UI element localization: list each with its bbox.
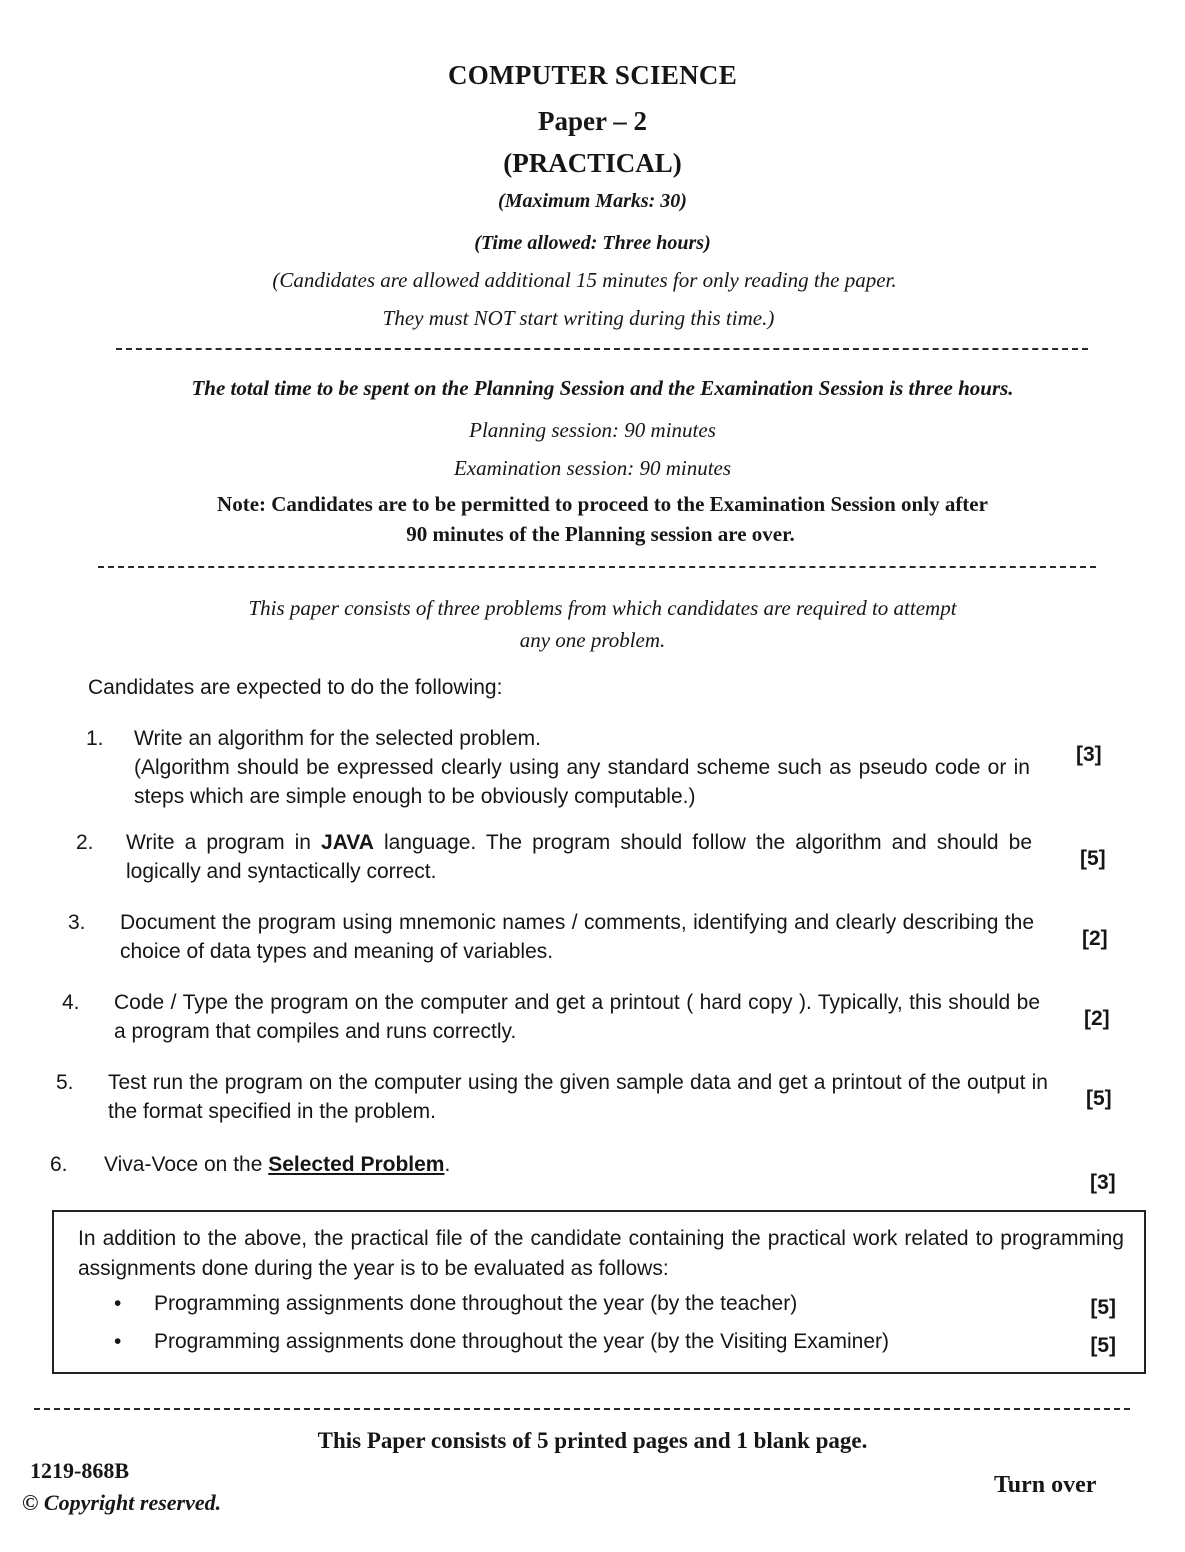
item-text-language: JAVA <box>321 831 374 854</box>
selected-problem-text: Selected Problem <box>268 1153 445 1176</box>
instructions-intro: Candidates are expected to do the following: <box>88 676 503 699</box>
practical-file-box <box>52 1210 1146 1374</box>
item-number: 6. <box>50 1153 68 1176</box>
item-text: Document the program using mnemonic names / comments, identifying and clearly describing the choice of data types and meaning of variables. <box>120 911 1034 963</box>
item-marks: [3] <box>1076 743 1102 766</box>
reading-time-note-line1: (Candidates are allowed additional 15 minutes for only reading the paper. <box>272 268 897 292</box>
item-number: 3. <box>68 911 86 934</box>
bullet-marks: [5] <box>1090 1296 1116 1319</box>
copyright-notice: © Copyright reserved. <box>22 1490 222 1515</box>
list-item <box>68 908 1118 968</box>
item-text <box>126 828 1032 886</box>
bullet-icon: • <box>114 1330 122 1353</box>
subject-title: COMPUTER SCIENCE <box>447 60 738 90</box>
bullet-text: Programming assignments done throughout the year (by the teacher) <box>154 1292 798 1315</box>
list-item <box>76 828 1116 888</box>
paper-code: 1219-868B <box>30 1458 129 1483</box>
reading-time-note-line2: They must NOT start writing during this time.) <box>382 306 775 330</box>
page-count-note: This Paper consists of 5 printed pages and 1 blank page. <box>317 1428 868 1453</box>
item-marks: [2] <box>1082 927 1108 950</box>
item-marks: [3] <box>1090 1171 1116 1194</box>
bullet-icon: • <box>114 1292 122 1315</box>
divider-middle <box>98 566 1096 568</box>
item-sub-text: (Algorithm should be expressed clearly using any standard scheme such as pseudo code or in steps which are simple enough to be obviously computable.) <box>134 756 1030 808</box>
session-note-line2: 90 minutes of the Planning session are over. <box>406 522 795 546</box>
item-number: 1. <box>86 727 104 750</box>
list-item <box>86 724 1116 814</box>
maximum-marks: (Maximum Marks: 30) <box>498 190 687 212</box>
list-item <box>50 1150 1120 1200</box>
paper-consists-line2: any one problem. <box>519 628 666 652</box>
total-time-note: The total time to be spent on the Planning Session and the Examination Session is three hours. <box>191 376 1014 400</box>
bullet-marks: [5] <box>1090 1334 1116 1357</box>
paper-type: (PRACTICAL) <box>503 148 682 178</box>
item-text: Code / Type the program on the computer and get a printout ( hard copy ). Typically, this should be a program that compiles and runs correctly. <box>114 991 1040 1043</box>
divider-bottom <box>34 1408 1130 1410</box>
item-marks: [2] <box>1084 1007 1110 1030</box>
planning-session: Planning session: 90 minutes <box>469 418 716 442</box>
item-text <box>134 724 1030 811</box>
item-text <box>104 1150 1004 1179</box>
item-text-part-a: Write a program in <box>126 831 322 854</box>
item-marks: [5] <box>1080 847 1106 870</box>
time-allowed: (Time allowed: Three hours) <box>474 232 711 254</box>
bullet-text: Programming assignments done throughout the year (by the Visiting Examiner) <box>154 1330 889 1353</box>
item-main-text: Write an algorithm for the selected problem. <box>134 727 541 750</box>
examination-session: Examination session: 90 minutes <box>453 456 732 480</box>
item-text-part-c: . <box>444 1153 451 1176</box>
paper-number: Paper – 2 <box>538 106 647 136</box>
paper-consists-line1: This paper consists of three problems from which candidates are required to attempt <box>248 596 957 620</box>
practical-file-text: In addition to the above, the practical file of the candidate containing the practical work related to programming assignments done during the year is to be evaluated as follows: <box>78 1227 1124 1280</box>
item-number: 5. <box>56 1071 74 1094</box>
item-number: 4. <box>62 991 80 1014</box>
list-item <box>62 988 1118 1048</box>
session-note-line1: Note: Candidates are to be permitted to proceed to the Examination Session only after <box>217 492 988 516</box>
item-text-part-a: Viva-Voce on the <box>104 1153 269 1176</box>
turn-over-note: Turn over <box>994 1472 1097 1498</box>
list-item <box>56 1068 1120 1128</box>
item-text: Test run the program on the computer using the given sample data and get a printout of the output in the format specified in the problem. <box>108 1071 1048 1123</box>
item-number: 2. <box>76 831 94 854</box>
divider-top <box>116 348 1088 350</box>
item-text-part-c: language. The program should follow the algorithm and should be logically and syntactically correct. <box>126 831 1033 883</box>
item-marks: [5] <box>1086 1087 1112 1110</box>
